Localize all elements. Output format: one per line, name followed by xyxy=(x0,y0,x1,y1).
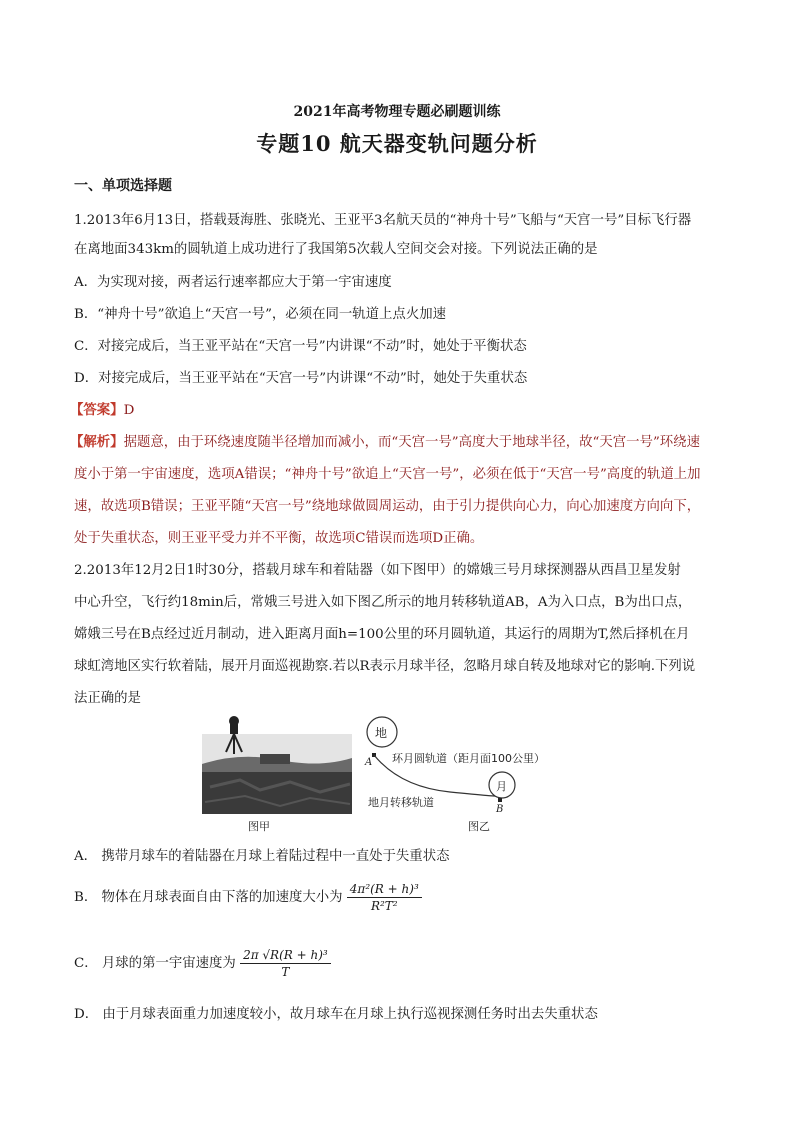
q2-option-c-text: C． 月球的第一宇宙速度为 xyxy=(74,956,236,971)
q2-stem-line5: 法正确的是 xyxy=(74,691,141,706)
analysis-text-1: 据题意，由于环绕速度随半径增加而减小，而“天宫一号”高度大于地球半径，故“天宫一号”环绕速 xyxy=(123,435,700,450)
q1-option-b: B．“神舟十号”欲追上“天宫一号”，必须在同一轨道上点火加速 xyxy=(74,307,446,322)
formula-b xyxy=(347,882,422,913)
q2-figure xyxy=(200,712,600,837)
formula-c-numerator: 2π √R(R + h)³ xyxy=(240,948,331,964)
caption-left: 图甲 xyxy=(248,820,270,833)
transfer-label: 地月转移轨道 xyxy=(368,796,434,809)
q2-option-b xyxy=(74,882,422,913)
q1-option-d: D．对接完成后，当王亚平站在“天宫一号”内讲课“不动”时，她处于失重状态 xyxy=(74,371,528,386)
q1-analysis-line1 xyxy=(70,431,700,450)
document-subtitle: 2021年高考物理专题必刷题训练 xyxy=(293,104,501,120)
q2-option-b-text: B． 物体在月球表面自由下落的加速度大小为 xyxy=(74,890,343,905)
q2-stem-line2: 中心升空，飞行约18min后，常娥三号进入如下图乙所示的地月转移轨道AB，A为入口点，B为出口点， xyxy=(74,595,692,610)
q2-option-a: A． 携带月球车的着陆器在月球上着陆过程中一直处于失重状态 xyxy=(74,849,450,864)
formula-c-denominator: T xyxy=(281,965,290,979)
q2-stem-line3: 嫦娥三号在B点经过近月制动，进入距离月面h=100公里的环月圆轨道，其运行的周期为T,然后择机在月 xyxy=(74,627,690,642)
point-b-label: B xyxy=(496,804,504,815)
q1-option-c: C．对接完成后，当王亚平站在“天宫一号”内讲课“不动”时，她处于平衡状态 xyxy=(74,339,527,354)
formula-b-denominator: R²T² xyxy=(370,899,398,913)
q1-answer xyxy=(70,399,134,418)
point-b-marker xyxy=(498,798,502,802)
answer-value: D xyxy=(123,403,135,418)
caption-right: 图乙 xyxy=(468,820,490,833)
q1-option-a: A．为实现对接，两者运行速率都应大于第一宇宙速度 xyxy=(74,275,392,290)
moon-label: 月 xyxy=(496,780,507,793)
point-a-label: A xyxy=(365,757,373,768)
q1-stem-line1: 1.2013年6月13日，搭载聂海胜、张晓光、王亚平3名航天员的“神舟十号”飞船与“天宫一号”目标飞行器 xyxy=(74,213,692,228)
q2-stem-line1: 2.2013年12月2日1时30分，搭载月球车和着陆器（如下图甲）的嫦娥三号月球探测器从西昌卫星发射 xyxy=(74,563,681,578)
q2-stem-line4: 球虹湾地区实行软着陆，展开月面巡视勘察.若以R表示月球半径，忽略月球自转及地球对它的影响.下列说 xyxy=(74,659,696,674)
formula-b-numerator: 4π²(R + h)³ xyxy=(347,882,422,898)
analysis-tag: 【解析】 xyxy=(70,434,124,450)
q1-analysis-line4: 处于失重状态，则王亚平受力并不平衡，故选项C错误而选项D正确。 xyxy=(74,531,484,546)
section-heading: 一、单项选择题 xyxy=(74,178,172,194)
q2-option-c xyxy=(74,948,331,979)
q2-option-d: D． 由于月球表面重力加速度较小，故月球车在月球上执行巡视探测任务时出去失重状态 xyxy=(74,1007,598,1022)
figure-svg xyxy=(200,712,600,837)
q1-analysis-line2: 度小于第一宇宙速度，选项A错误；“神舟十号”欲追上“天宫一号”，必须在低于“天宫一号”高度的轨道上加 xyxy=(74,467,701,482)
q1-stem-line2: 在离地面343km的圆轨道上成功进行了我国第5次载人空间交会对接。下列说法正确的是 xyxy=(74,242,598,257)
lander-photo xyxy=(202,716,352,814)
orbit-label: 环月圆轨道（距月面100公里） xyxy=(392,752,545,765)
earth-label: 地 xyxy=(375,726,388,740)
document-title: 专题10 航天器变轨问题分析 xyxy=(256,131,538,156)
answer-tag: 【答案】 xyxy=(70,402,124,418)
q1-analysis-line3: 速，故选项B错误；王亚平随“天宫一号”绕地球做圆周运动，由于引力提供向心力，向心加速度方向向下， xyxy=(74,499,701,514)
formula-c xyxy=(240,948,331,979)
